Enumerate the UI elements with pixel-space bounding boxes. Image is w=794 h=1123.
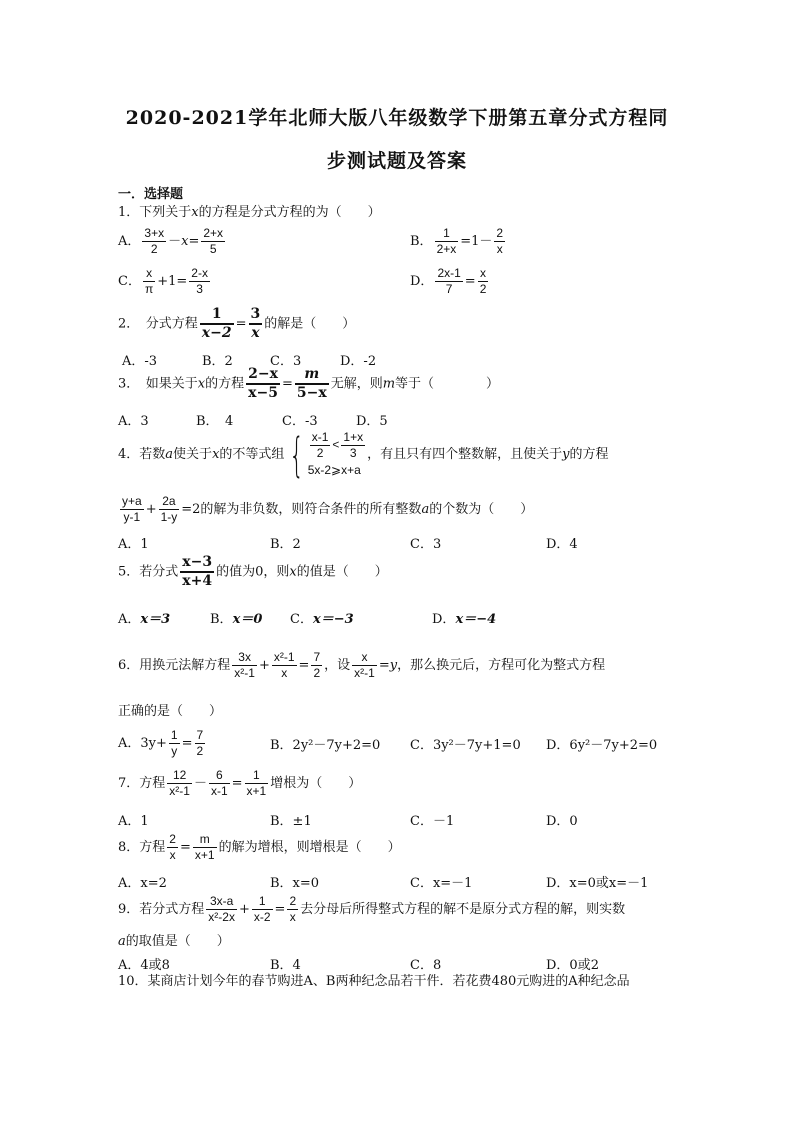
q9-option-c: C．8 (410, 958, 442, 973)
q7-option-d: D．0 (546, 814, 578, 829)
q7-option-b: B．±1 (270, 814, 312, 829)
q9-option-b: B．4 (270, 958, 301, 973)
q2-stem: 2． 分式方程 $\frac{1}{x-2}$ = $\frac{3}{x}$ 的解是（ ） (118, 306, 356, 341)
q6-option-b: B．2y²－7y+2=0 (270, 738, 381, 753)
q7-option-c: C．－1 (410, 814, 455, 829)
q9-option-a: A．4或8 (118, 958, 170, 973)
q8-option-a: A．x=2 (118, 876, 167, 891)
q4-option-d: D．4 (546, 537, 578, 552)
q8-option-d: D．x=0或x=－1 (546, 876, 649, 891)
inequality-system: $\frac{x-1}{2}$ < $\frac{1+x}{3}$ 5x-2⩾x+a (307, 430, 364, 477)
q5-stem: 5．若分式 $\frac{x-3}{x+4}$ 的值为0，则x的值是（ ） (118, 554, 388, 589)
q3-option-c: C．-3 (282, 414, 318, 429)
q2-option-c: C．3 (270, 354, 302, 369)
left-brace-icon: { (289, 427, 305, 482)
q1-option-d: D． $\frac{2x-1}{7}$ = $\frac{x}{2}$ (410, 266, 487, 296)
q5-option-c: C．x＝−3 (290, 612, 354, 627)
doc-title-line2: 步测试题及答案 (326, 150, 467, 172)
q4-option-c: C．3 (410, 537, 442, 552)
q6-stem-line2: 正确的是（ ） (118, 704, 223, 719)
q9-stem: 9．若分式方程 $\frac{3x-a}{\text{x²-2x}}$ + $\frac{1}{x-2}$ = $\frac{2}{x}$ 去分母后所得整式方程的解不是原分式方程的解，则实数 (118, 894, 626, 924)
q5-option-a: A．x＝3 (118, 612, 171, 627)
q3-option-a: A．3 (118, 414, 149, 429)
q9-option-d: D．0或2 (546, 958, 599, 973)
q1-stem: 1．下列关于x的方程是分式方程的为（ ） (118, 205, 381, 220)
section-heading: 一．选择题 (118, 187, 184, 202)
q3-option-b: B． 4 (196, 414, 234, 429)
q1-option-b: B． $\frac{1}{2+x}$ =1－ $\frac{2}{x}$ (410, 226, 504, 256)
q5-option-b: B．x＝0 (210, 612, 263, 627)
q2-option-d: D．-2 (340, 354, 377, 369)
q3-stem: 3． 如果关于x的方程 $\frac{2-x}{x-5}$ = $\frac{m}{5-x}$ 无解，则m等于（ ） (118, 366, 500, 401)
q6-option-c: C．3y²－7y+1=0 (410, 738, 521, 753)
q10-stem: 10．某商店计划今年的春节购进A、B两种纪念品若干件．若花费480元购进的A种纪念品 (118, 974, 630, 989)
q6-stem: 6．用换元法解方程 $\frac{3x}{\text{x²-1}}$ + $\frac{\text{x²-1}}{x}$ = $\frac{7}{2}$ ，设 $\frac{x}{\text{x²-1}}$ =y，那么换元后，方程可化为整式方程 (118, 650, 606, 680)
q4-stem-line2: $\frac{y+a}{y-1}$ + $\frac{2a}{1-y}$ =2的解为非负数，则符合条件的所有整数a的个数为（ ） (122, 494, 534, 524)
q1-option-c: C． $\frac{x}{\pi}$ +1= $\frac{2-x}{3}$ (118, 266, 208, 296)
q9-stem-line2: a的取值是（ ） (118, 934, 230, 949)
q4-stem: 4．若数a使关于x的不等式组 { $\frac{x-1}{2}$ < $\frac{1+x}{3}$ 5x-2⩾x+a ，有且只有四个整数解，且使关于y的方程 (118, 427, 609, 482)
q2-option-a: A．-3 (122, 354, 158, 369)
q6-option-d: D．6y²－7y+2=0 (546, 738, 658, 753)
q2-option-b: B．2 (202, 354, 233, 369)
q5-option-d: D．x＝−4 (432, 612, 497, 627)
q1-option-a: A． $\frac{3+x}{2}$ －x= $\frac{2+x}{5}$ (118, 226, 224, 256)
q4-option-a: A．1 (118, 537, 149, 552)
q6-option-a: A．3y+ $\frac{1}{y}$ = $\frac{7}{2}$ (118, 728, 204, 758)
q7-option-a: A．1 (118, 814, 149, 829)
q8-stem: 8．方程 $\frac{2}{x}$ = $\frac{m}{x+1}$ 的解为增根，则增根是（ ） (118, 832, 401, 862)
q8-option-b: B．x=0 (270, 876, 320, 891)
q8-option-c: C．x=－1 (410, 876, 473, 891)
doc-title-line1: 2020-2021学年北师大版八年级数学下册第五章分式方程同 (125, 107, 669, 129)
q7-stem: 7．方程 $\frac{12}{\text{x²-1}}$ － $\frac{6}{x-1}$ = $\frac{1}{x+1}$ 增根为（ ） (118, 768, 362, 798)
q3-option-d: D．5 (356, 414, 388, 429)
q4-option-b: B．2 (270, 537, 301, 552)
